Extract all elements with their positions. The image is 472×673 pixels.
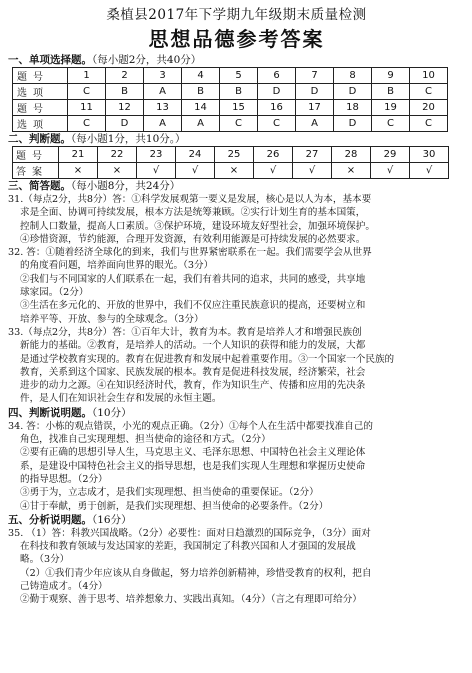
- question-number: 6: [258, 68, 296, 84]
- answer-cell: √: [176, 163, 215, 179]
- question-number: 15: [220, 100, 258, 116]
- answer-cell: A: [144, 84, 182, 100]
- table-row: [13, 163, 449, 179]
- question-number: 10: [410, 68, 448, 84]
- text-line: （2）①我们青少年应该从自身做起，努力培养创新精神，珍惜受教育的权利，把自: [20, 567, 372, 579]
- text-line: 的角度看问题，培养面向世界的眼光。（3分）: [20, 260, 214, 272]
- question-number: 29: [371, 147, 410, 163]
- text-line: 的指导思想。（2分）: [20, 473, 108, 485]
- answer-cell: D: [106, 116, 144, 132]
- text-line: ③勇于为，立志成才，是我们实现理想、担当使命的重要保证。（2分）: [20, 487, 319, 499]
- text-line: 35. （1）答：科教兴国战略。（2分）必要性：面对日趋激烈的国际竞争，（3分）面对: [8, 527, 371, 539]
- answer-cell: A: [144, 116, 182, 132]
- text-line: 培养平等、开放、参与的全球观念。（3分）: [20, 313, 204, 325]
- answer-cell: ×: [215, 163, 254, 179]
- answer-cell: ×: [59, 163, 98, 179]
- text-line: 在科技和教育领域与发达国家的差距，我国制定了科教兴国和人才强国的发展战: [20, 541, 356, 553]
- question-number: 18: [334, 100, 372, 116]
- table-row: [13, 84, 448, 100]
- section5-heading: [8, 514, 465, 527]
- exam-title: 桑植县2017年下学期九年级期末质量检测: [106, 7, 367, 23]
- text-line: 是通过学校教育实现的。教育在促进教育和发展中起着重要作用。③一个国家一个民族的: [20, 353, 395, 365]
- question-number: 13: [144, 100, 182, 116]
- text-line: 教育，关系到这个国家、民族发展的根本。教育是促进科技发展，经济繁荣，社会: [20, 366, 366, 378]
- answer-cell: √: [137, 163, 176, 179]
- question-number: 20: [410, 100, 448, 116]
- text-line: 件，是人们在知识社会生存和发展的永恒主题。: [20, 393, 222, 405]
- text-line: ②我们与不同国家的人们联系在一起，我们有着共同的追求，共同的感受，共享地: [20, 273, 366, 285]
- answer-cell: D: [296, 84, 334, 100]
- question-number: 30: [410, 147, 449, 163]
- section1-title: 一、单项选择题。: [8, 54, 92, 66]
- text-line: 32. 答：①随着经济全球化的到来，我们与世界紧密联系在一起。我们需要学会从世界: [8, 247, 372, 259]
- text-line: 求是全面、协调可持续发展，根本方法是统筹兼顾。②实行计划生育的基本国策，: [20, 207, 366, 219]
- question-number: 21: [59, 147, 98, 163]
- text-line: ③生活在多元化的、开放的世界中，我们不仅应注重民族意识的提高，还要树立和: [20, 300, 366, 312]
- section2-heading: [8, 133, 465, 146]
- answer-cell: √: [293, 163, 332, 179]
- question-number: 25: [215, 147, 254, 163]
- answer-cell: C: [410, 84, 448, 100]
- question-number: 11: [68, 100, 106, 116]
- question-number: 24: [176, 147, 215, 163]
- answer-cell: √: [410, 163, 449, 179]
- section4-note: （10分）: [92, 406, 132, 419]
- text-line: 球家园。（2分）: [20, 287, 89, 299]
- row-header: 题号: [13, 147, 59, 163]
- question-number: 17: [296, 100, 334, 116]
- table-row: [13, 68, 448, 84]
- text-line: 己铸造成才。（4分）: [20, 581, 108, 593]
- section4-heading: [8, 407, 465, 420]
- row-header: 题号: [13, 100, 68, 116]
- text-line: 略。（3分）: [20, 554, 70, 566]
- choice-answer-table: [12, 67, 448, 132]
- question-number: 5: [220, 68, 258, 84]
- answer-title: 思想品德参考答案: [148, 27, 325, 51]
- answer-cell: C: [258, 116, 296, 132]
- row-header: 选项: [13, 84, 68, 100]
- answer-cell: A: [296, 116, 334, 132]
- text-line: 角色，找准自己实现理想、担当使命的途径和方式。（2分）: [20, 434, 271, 446]
- table-row: [13, 100, 448, 116]
- section2-title: 二、判断题。: [8, 133, 71, 145]
- question-number: 22: [98, 147, 137, 163]
- section3-title: 三、简答题。: [8, 180, 71, 192]
- text-line: ④珍惜资源，节约能源，合理开发资源，有效利用能源是可持续发展的必然要求。: [20, 233, 366, 245]
- section5-title: 五、分析说明题。: [8, 513, 92, 526]
- answer-cell: C: [68, 116, 106, 132]
- answer-35: [8, 527, 465, 607]
- question-number: 8: [334, 68, 372, 84]
- answer-cell: B: [182, 84, 220, 100]
- section2-note: （每小题1分，共10分。）: [71, 133, 186, 145]
- row-header: 答案: [13, 163, 59, 179]
- answer-cell: C: [220, 116, 258, 132]
- row-header: 题号: [13, 68, 68, 84]
- question-number: 3: [144, 68, 182, 84]
- answer-cell: ×: [332, 163, 371, 179]
- answer-32: [8, 246, 465, 326]
- section1-note: （每小题2分，共40分）: [92, 54, 202, 66]
- answer-cell: C: [372, 116, 410, 132]
- section3-heading: [8, 180, 465, 193]
- question-number: 1: [68, 68, 106, 84]
- table-row: [13, 116, 448, 132]
- table-row: [13, 147, 449, 163]
- question-number: 2: [106, 68, 144, 84]
- judgment-answer-table: [12, 146, 449, 179]
- text-line: 进步的动力之源。④在知识经济时代，教育，作为知识生产、传播和应用的先决条: [20, 380, 366, 392]
- answer-cell: √: [254, 163, 293, 179]
- answer-33: [8, 326, 465, 406]
- question-number: 9: [372, 68, 410, 84]
- answer-cell: B: [106, 84, 144, 100]
- answer-cell: C: [410, 116, 448, 132]
- question-number: 23: [137, 147, 176, 163]
- section1-heading: [8, 54, 465, 67]
- answer-cell: D: [334, 84, 372, 100]
- text-line: 31.（每点2分，共8分）答：①科学发展观第一要义是发展，核心是以人为本，基本要: [8, 194, 372, 205]
- answer-cell: B: [220, 84, 258, 100]
- answer-cell: A: [182, 116, 220, 132]
- answer-31: [8, 193, 465, 246]
- row-header: 选项: [13, 116, 68, 132]
- text-line: 系，是建设中国特色社会主义的指导思想，也是我们实现人生理想和掌握历史使命: [20, 460, 366, 472]
- answer-cell: √: [371, 163, 410, 179]
- answer-cell: C: [68, 84, 106, 100]
- question-number: 28: [332, 147, 371, 163]
- text-line: 控制人口数量，提高人口素质。③保护环境，建设环境友好型社会，加强环境保护。: [20, 220, 375, 232]
- answer-cell: B: [372, 84, 410, 100]
- text-line: 34. 答：小栋的观点错误，小光的观点正确。（2分）①每个人在生活中都要找准自己的: [8, 420, 373, 432]
- text-line: 新能力的基础。②教育，是培养人的活动。一个人知识的获得和能力的发展，大都: [20, 340, 366, 352]
- answer-cell: ×: [98, 163, 137, 179]
- text-line: 33.（每点2分，共8分）答：①百年大计，教育为本。教育是培养人才和增强民族创: [8, 326, 362, 338]
- question-number: 16: [258, 100, 296, 116]
- text-line: ④甘于奉献，勇于创新，是我们实现理想、担当使命的必要条件。（2分）: [20, 500, 329, 512]
- question-number: 14: [182, 100, 220, 116]
- question-number: 4: [182, 68, 220, 84]
- question-number: 7: [296, 68, 334, 84]
- text-line: ②勤于观察、善于思考、培养想象力、实践出真知。（4分）（言之有理即可给分）: [20, 594, 362, 606]
- question-number: 19: [372, 100, 410, 116]
- section5-note: （16分）: [92, 513, 132, 526]
- answer-34: [8, 420, 465, 513]
- section3-note: （每小题8分，共24分）: [71, 180, 181, 192]
- question-number: 27: [293, 147, 332, 163]
- answer-cell: D: [334, 116, 372, 132]
- answer-cell: D: [258, 84, 296, 100]
- section4-title: 四、判断说明题。: [8, 406, 92, 419]
- question-number: 12: [106, 100, 144, 116]
- text-line: ②要有正确的思想引导人生，马克思主义、毛泽东思想、中国特色社会主义理论体: [20, 447, 366, 459]
- question-number: 26: [254, 147, 293, 163]
